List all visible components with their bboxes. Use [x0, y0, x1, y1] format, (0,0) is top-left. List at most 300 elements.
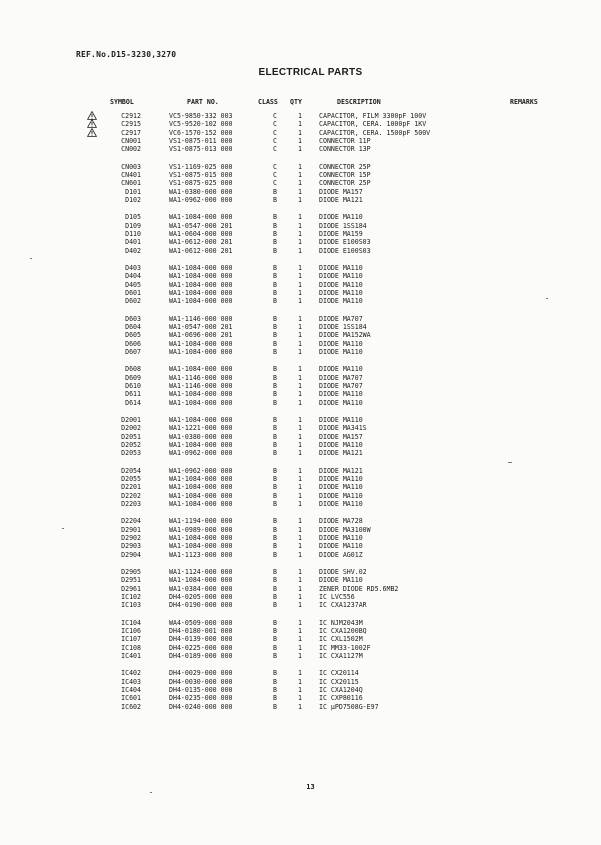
part-class: B	[273, 517, 277, 526]
part-qty: 1	[298, 677, 302, 686]
part-qty: 1	[298, 440, 302, 449]
part-number: WA1-0384-000 000	[169, 584, 233, 593]
part-description: DIODE MA3100W	[319, 525, 371, 534]
table-row	[0, 247, 601, 255]
part-qty: 1	[298, 694, 302, 703]
column-header-symbol: SYMBOL	[110, 98, 134, 106]
part-symbol: C2912	[121, 112, 141, 120]
table-row	[0, 483, 601, 491]
table-row	[0, 281, 601, 289]
part-number: WA1-1084-000 000	[169, 416, 233, 425]
part-qty: 1	[298, 221, 302, 230]
scan-speck	[30, 258, 32, 259]
part-description: DIODE MA707	[319, 373, 363, 382]
column-header-description: DESCRIPTION	[337, 98, 381, 106]
part-description: DIODE MA728	[319, 517, 363, 526]
part-symbol: D2901	[121, 525, 141, 534]
table-row	[0, 619, 601, 627]
part-symbol: D606	[125, 339, 141, 348]
part-symbol: D2204	[121, 517, 141, 526]
part-number: WA1-1084-000 000	[169, 272, 233, 281]
part-number: DH4-0205-000 000	[169, 592, 233, 601]
part-qty: 1	[298, 416, 302, 425]
part-class: B	[273, 339, 277, 348]
part-symbol: IC102	[121, 592, 141, 601]
table-row	[0, 179, 601, 187]
part-symbol: IC103	[121, 601, 141, 610]
part-number: WA1-0547-000 201	[169, 322, 233, 331]
part-description: DIODE MA121	[319, 195, 363, 204]
part-description: DIODE MA159	[319, 229, 363, 238]
part-description: IC CXA1200BQ	[319, 627, 367, 636]
part-number: WA1-1146-000 000	[169, 381, 233, 390]
part-description: DIODE MA121	[319, 449, 363, 458]
part-class: B	[273, 651, 277, 660]
table-row	[0, 542, 601, 550]
part-symbol: IC601	[121, 694, 141, 703]
part-class: B	[273, 221, 277, 230]
part-qty: 1	[298, 449, 302, 458]
part-class: B	[273, 280, 277, 289]
part-qty: 1	[298, 365, 302, 374]
part-symbol: IC106	[121, 627, 141, 636]
part-qty: 1	[298, 314, 302, 323]
part-symbol: D2904	[121, 550, 141, 559]
table-row	[0, 534, 601, 542]
part-symbol: IC107	[121, 635, 141, 644]
part-symbol: D401	[125, 238, 141, 247]
part-class: B	[273, 694, 277, 703]
part-class: B	[273, 213, 277, 222]
part-class: B	[273, 618, 277, 627]
part-qty: 1	[298, 373, 302, 382]
table-row	[0, 593, 601, 601]
part-qty: 1	[298, 466, 302, 475]
part-class: C	[273, 162, 277, 171]
page-title: ELECTRICAL PARTS	[258, 67, 363, 78]
part-description: DIODE MA110	[319, 499, 363, 508]
part-number: DH4-0240-000 000	[169, 702, 233, 711]
part-qty: 1	[298, 568, 302, 577]
table-row	[0, 433, 601, 441]
part-description: DIODE 1SS184	[319, 322, 367, 331]
part-class: B	[273, 525, 277, 534]
table-row	[0, 424, 601, 432]
part-qty: 1	[298, 288, 302, 297]
part-symbol: D602	[125, 297, 141, 306]
table-row	[0, 171, 601, 179]
table-row	[0, 222, 601, 230]
part-description: CAPACITOR, FILM 3300pF 100V	[319, 112, 427, 120]
part-description: DIODE MA110	[319, 440, 363, 449]
part-number: WA1-0696-000 201	[169, 331, 233, 340]
part-symbol: D603	[125, 314, 141, 323]
part-symbol: D611	[125, 390, 141, 399]
part-class: B	[273, 373, 277, 382]
part-qty: 1	[298, 635, 302, 644]
part-class: B	[273, 685, 277, 694]
part-qty: 1	[298, 475, 302, 483]
parts-list	[0, 112, 601, 711]
part-qty: 1	[298, 347, 302, 356]
part-symbol: IC602	[121, 702, 141, 711]
page-number: 13	[306, 783, 315, 791]
part-number: WA1-0962-000 000	[169, 195, 233, 204]
part-description: ZENER DIODE RD5.6MB2	[319, 584, 399, 593]
part-description: DIODE MA110	[319, 280, 363, 289]
part-qty: 1	[298, 651, 302, 660]
part-symbol: D614	[125, 398, 141, 407]
part-class: B	[273, 568, 277, 577]
part-qty: 1	[298, 627, 302, 636]
part-description: CONNECTOR 25P	[319, 162, 371, 171]
part-class: B	[273, 475, 277, 483]
part-number: VS1-0875-025 000	[169, 179, 233, 188]
table-row	[0, 331, 601, 339]
part-class: B	[273, 601, 277, 610]
scan-speck	[546, 298, 548, 299]
part-number: VC5-9850-332 003	[169, 112, 233, 120]
part-symbol: D2054	[121, 466, 141, 475]
table-row	[0, 374, 601, 382]
part-class: B	[273, 627, 277, 636]
part-qty: 1	[298, 229, 302, 238]
part-number: DH4-0180-001 000	[169, 627, 233, 636]
part-qty: 1	[298, 297, 302, 306]
part-description: DIODE SHV.02	[319, 568, 367, 577]
part-description: DIODE MA110	[319, 297, 363, 306]
part-number: WA1-1194-000 000	[169, 517, 233, 526]
table-row	[0, 635, 601, 643]
part-description: DIODE MA110	[319, 491, 363, 500]
part-number: WA1-0380-000 000	[169, 187, 233, 196]
part-class: C	[273, 145, 277, 154]
part-qty: 1	[298, 179, 302, 188]
part-number: VC6-1570-152 000	[169, 128, 233, 137]
part-number: DH4-0135-000 000	[169, 685, 233, 694]
table-row	[0, 492, 601, 500]
scan-speck	[150, 792, 152, 793]
part-number: WA1-0612-000 201	[169, 246, 233, 255]
table-row	[0, 568, 601, 576]
part-description: DIODE MA157	[319, 187, 363, 196]
column-header-remarks: REMARKS	[510, 98, 538, 106]
part-qty: 1	[298, 162, 302, 171]
part-symbol: D604	[125, 322, 141, 331]
part-class: C	[273, 128, 277, 137]
part-class: B	[273, 297, 277, 306]
part-qty: 1	[298, 339, 302, 348]
part-symbol: D2201	[121, 483, 141, 492]
table-row	[0, 652, 601, 660]
part-symbol: IC404	[121, 685, 141, 694]
part-class: B	[273, 187, 277, 196]
part-class: B	[273, 576, 277, 585]
table-row	[0, 703, 601, 711]
part-symbol: IC403	[121, 677, 141, 686]
part-symbol: CN002	[121, 145, 141, 154]
part-symbol: D607	[125, 347, 141, 356]
part-number: DH4-0235-000 000	[169, 694, 233, 703]
part-class: C	[273, 170, 277, 179]
part-symbol: D2052	[121, 440, 141, 449]
table-row	[0, 686, 601, 694]
part-description: DIODE 1SS184	[319, 221, 367, 230]
part-class: B	[273, 533, 277, 542]
part-symbol: D2051	[121, 432, 141, 441]
part-description: CONNECTOR 13P	[319, 145, 371, 154]
part-symbol: D601	[125, 288, 141, 297]
part-symbol: D2961	[121, 584, 141, 593]
part-class: B	[273, 542, 277, 551]
part-description: DIODE MA110	[319, 213, 363, 222]
part-symbol: D402	[125, 246, 141, 255]
table-row	[0, 272, 601, 280]
part-symbol: D608	[125, 365, 141, 374]
part-class: B	[273, 669, 277, 678]
table-row	[0, 416, 601, 424]
part-description: DIODE MA152WA	[319, 331, 371, 340]
part-number: VC5-9520-102 000	[169, 120, 233, 129]
part-qty: 1	[298, 685, 302, 694]
part-number: WA1-1221-000 000	[169, 424, 233, 433]
part-description: CAPACITOR, CERA. 1000pF 1KV	[319, 120, 427, 129]
part-description: IC µPD7508G-E97	[319, 702, 379, 711]
part-description: DIODE MA110	[319, 475, 363, 483]
part-qty: 1	[298, 112, 302, 120]
table-row	[0, 238, 601, 246]
part-description: DIODE MA707	[319, 314, 363, 323]
part-description: DIODE MA110	[319, 264, 363, 273]
part-symbol: D605	[125, 331, 141, 340]
part-number: VS1-1169-025 000	[169, 162, 233, 171]
table-row	[0, 694, 601, 702]
part-symbol: C2915	[121, 120, 141, 129]
part-description: DIODE MA110	[319, 416, 363, 425]
part-number: WA1-1084-000 000	[169, 213, 233, 222]
table-row	[0, 441, 601, 449]
table-row	[0, 601, 601, 609]
table-row	[0, 264, 601, 272]
part-number: WA1-1084-000 000	[169, 533, 233, 542]
part-number: WA1-1084-000 000	[169, 365, 233, 374]
part-description: DIODE MA110	[319, 288, 363, 297]
part-number: WA1-0989-000 000	[169, 525, 233, 534]
table-row	[0, 467, 601, 475]
part-symbol: D2002	[121, 424, 141, 433]
part-description: IC MM33-1002F	[319, 643, 371, 652]
part-class: B	[273, 483, 277, 492]
part-qty: 1	[298, 264, 302, 273]
part-number: WA1-0962-000 000	[169, 466, 233, 475]
part-number: WA1-1084-000 000	[169, 264, 233, 273]
part-number: VS1-0875-011 000	[169, 136, 233, 145]
part-qty: 1	[298, 424, 302, 433]
part-description: DIODE MA157	[319, 432, 363, 441]
part-symbol: IC402	[121, 669, 141, 678]
part-class: B	[273, 424, 277, 433]
part-class: B	[273, 432, 277, 441]
table-row	[0, 340, 601, 348]
part-description: DIODE MA110	[319, 398, 363, 407]
table-row	[0, 323, 601, 331]
table-row	[0, 576, 601, 584]
part-number: DH4-0030-000 000	[169, 677, 233, 686]
part-class: B	[273, 635, 277, 644]
part-class: B	[273, 491, 277, 500]
part-qty: 1	[298, 550, 302, 559]
part-class: B	[273, 643, 277, 652]
part-qty: 1	[298, 618, 302, 627]
part-symbol: IC401	[121, 651, 141, 660]
part-class: B	[273, 677, 277, 686]
part-description: DIODE MA110	[319, 542, 363, 551]
table-row	[0, 449, 601, 457]
part-qty: 1	[298, 584, 302, 593]
part-number: WA1-1084-000 000	[169, 297, 233, 306]
part-class: B	[273, 314, 277, 323]
part-symbol: D404	[125, 272, 141, 281]
part-symbol: CN003	[121, 162, 141, 171]
part-class: B	[273, 195, 277, 204]
part-symbol: D2055	[121, 475, 141, 483]
part-qty: 1	[298, 170, 302, 179]
part-description: DIODE MA121	[319, 466, 363, 475]
part-qty: 1	[298, 187, 302, 196]
table-row	[0, 390, 601, 398]
part-symbol: D610	[125, 381, 141, 390]
part-description: DIODE MA110	[319, 365, 363, 374]
part-class: B	[273, 416, 277, 425]
table-row	[0, 188, 601, 196]
part-qty: 1	[298, 601, 302, 610]
part-symbol: CN001	[121, 136, 141, 145]
part-qty: 1	[298, 491, 302, 500]
part-qty: 1	[298, 213, 302, 222]
part-class: B	[273, 466, 277, 475]
part-class: B	[273, 331, 277, 340]
part-symbol: D405	[125, 280, 141, 289]
part-class: C	[273, 112, 277, 120]
part-number: WA1-0380-000 000	[169, 432, 233, 441]
table-row	[0, 399, 601, 407]
part-description: CONNECTOR 15P	[319, 170, 371, 179]
table-row	[0, 196, 601, 204]
table-row	[0, 289, 601, 297]
part-symbol: D2053	[121, 449, 141, 458]
part-number: VS1-0875-013 000	[169, 145, 233, 154]
part-description: DIODE E100S03	[319, 238, 371, 247]
part-description: CONNECTOR 25P	[319, 179, 371, 188]
part-description: DIODE MA110	[319, 533, 363, 542]
part-number: WA1-1084-000 000	[169, 499, 233, 508]
part-symbol: D102	[125, 195, 141, 204]
scan-speck	[508, 462, 512, 463]
table-row	[0, 644, 601, 652]
part-symbol: CN401	[121, 170, 141, 179]
part-qty: 1	[298, 702, 302, 711]
part-description: DIODE MA110	[319, 339, 363, 348]
part-number: WA1-1084-000 000	[169, 288, 233, 297]
part-number: WA1-1084-000 000	[169, 475, 233, 483]
part-qty: 1	[298, 120, 302, 129]
part-number: DH4-0139-000 000	[169, 635, 233, 644]
part-class: B	[273, 440, 277, 449]
part-qty: 1	[298, 136, 302, 145]
part-class: B	[273, 398, 277, 407]
table-row	[0, 348, 601, 356]
part-description: IC CXA1204Q	[319, 685, 363, 694]
part-number: WA1-1124-000 000	[169, 568, 233, 577]
part-number: DH4-0029-000 000	[169, 669, 233, 678]
scan-speck	[62, 528, 64, 529]
part-description: DIODE MA707	[319, 381, 363, 390]
part-symbol: D609	[125, 373, 141, 382]
part-symbol: D2203	[121, 499, 141, 508]
part-qty: 1	[298, 669, 302, 678]
part-class: B	[273, 272, 277, 281]
part-description: DIODE MA110	[319, 483, 363, 492]
part-number: WA1-1084-000 000	[169, 347, 233, 356]
part-number: WA1-1084-000 000	[169, 483, 233, 492]
part-class: C	[273, 120, 277, 129]
part-description: IC CXP80116	[319, 694, 363, 703]
part-class: B	[273, 702, 277, 711]
part-description: DIODE AG01Z	[319, 550, 363, 559]
part-qty: 1	[298, 390, 302, 399]
part-number: WA1-0604-000 000	[169, 229, 233, 238]
part-symbol: D2902	[121, 533, 141, 542]
reference-number: REF.No.D15-3230,3270	[76, 50, 177, 59]
part-class: B	[273, 322, 277, 331]
column-header-part-no: PART NO.	[187, 98, 219, 106]
part-description: IC CX20115	[319, 677, 359, 686]
part-symbol: D105	[125, 213, 141, 222]
part-number: DH4-0190-000 000	[169, 601, 233, 610]
part-class: B	[273, 347, 277, 356]
part-class: B	[273, 288, 277, 297]
part-class: B	[273, 365, 277, 374]
part-qty: 1	[298, 322, 302, 331]
part-description: DIODE E100S03	[319, 246, 371, 255]
table-row	[0, 297, 601, 305]
part-description: DIODE MA110	[319, 347, 363, 356]
part-class: B	[273, 592, 277, 601]
part-number: DH4-0189-000 000	[169, 651, 233, 660]
part-symbol: D2903	[121, 542, 141, 551]
part-class: B	[273, 229, 277, 238]
part-number: WA1-0962-000 000	[169, 449, 233, 458]
part-description: IC CXA1237AR	[319, 601, 367, 610]
part-symbol: D109	[125, 221, 141, 230]
part-number: WA1-1146-000 000	[169, 314, 233, 323]
table-row	[0, 365, 601, 373]
part-qty: 1	[298, 272, 302, 281]
part-number: WA1-1084-000 000	[169, 390, 233, 399]
part-symbol: D2202	[121, 491, 141, 500]
table-row	[0, 475, 601, 483]
part-number: DH4-0225-000 000	[169, 643, 233, 652]
part-number: WA1-1123-000 000	[169, 550, 233, 559]
table-row	[0, 678, 601, 686]
part-class: B	[273, 390, 277, 399]
part-description: DIODE MA110	[319, 390, 363, 399]
part-qty: 1	[298, 195, 302, 204]
part-class: B	[273, 381, 277, 390]
part-class: B	[273, 584, 277, 593]
part-class: B	[273, 246, 277, 255]
column-header-qty: QTY	[290, 98, 302, 106]
